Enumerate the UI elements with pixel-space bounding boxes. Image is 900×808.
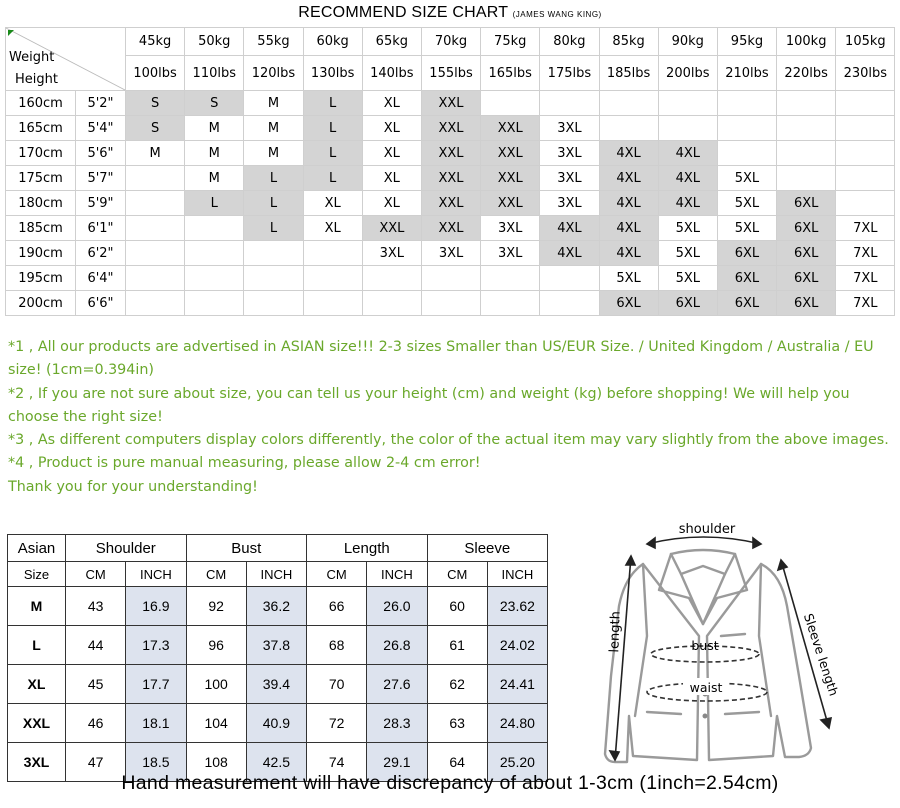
height-cm-cell: 180cm: [6, 191, 76, 216]
size-cell: 3XL: [481, 241, 540, 266]
unit-inch-header: INCH: [126, 562, 186, 587]
size-cell: [481, 291, 540, 316]
weight-kg-header: 50kg: [185, 28, 244, 56]
asian-label: Asian: [8, 535, 66, 562]
measure-inch-cell: 40.9: [246, 704, 306, 743]
size-cell: 6XL: [777, 191, 836, 216]
size-cell: XXL: [481, 191, 540, 216]
weight-kg-header: 85kg: [599, 28, 658, 56]
bust-label: bust: [691, 638, 719, 653]
size-cell: [185, 266, 244, 291]
weight-lbs-header: 120lbs: [244, 56, 303, 91]
measure-cm-cell: 72: [307, 704, 367, 743]
measure-inch-cell: 36.2: [246, 587, 306, 626]
size-row: [6, 166, 895, 191]
measure-cm-cell: 62: [427, 665, 487, 704]
measure-cm-cell: 44: [66, 626, 126, 665]
weight-lbs-header: 140lbs: [362, 56, 421, 91]
weight-lbs-row: [6, 56, 895, 91]
size-cell: 6XL: [777, 291, 836, 316]
weight-lbs-header: 100lbs: [126, 56, 185, 91]
measure-cm-cell: 63: [427, 704, 487, 743]
weight-label: Weight: [9, 50, 55, 65]
size-cell: XL: [362, 166, 421, 191]
recommend-size-chart: [5, 27, 895, 316]
size-cell: XXL: [481, 141, 540, 166]
size-cell: 4XL: [599, 191, 658, 216]
height-ft-cell: 6'6": [76, 291, 126, 316]
weight-lbs-header: 230lbs: [836, 56, 895, 91]
size-cell: [126, 216, 185, 241]
weight-kg-header: 95kg: [717, 28, 776, 56]
measure-cm-cell: 68: [307, 626, 367, 665]
size-cell: [126, 291, 185, 316]
weight-lbs-header: 210lbs: [717, 56, 776, 91]
measure-inch-cell: 17.7: [126, 665, 186, 704]
height-cm-cell: 200cm: [6, 291, 76, 316]
size-cell: 4XL: [658, 141, 717, 166]
weight-lbs-header: 220lbs: [777, 56, 836, 91]
size-cell: [777, 116, 836, 141]
weight-kg-header: 70kg: [421, 28, 480, 56]
corner-marker-icon: [8, 30, 14, 36]
size-row: [6, 91, 895, 116]
size-cell: M: [185, 141, 244, 166]
measure-inch-cell: 17.3: [126, 626, 186, 665]
size-cell: 6XL: [777, 216, 836, 241]
size-cell: [540, 91, 599, 116]
measure-inch-cell: 39.4: [246, 665, 306, 704]
size-cell: L: [185, 191, 244, 216]
weight-kg-header: 75kg: [481, 28, 540, 56]
measure-cm-cell: 100: [186, 665, 246, 704]
measure-inch-cell: 26.0: [367, 587, 427, 626]
weight-kg-header: 90kg: [658, 28, 717, 56]
measure-inch-cell: 16.9: [126, 587, 186, 626]
measure-cm-cell: 74: [307, 743, 367, 782]
measure-size-cell: XXL: [8, 704, 66, 743]
size-cell: [126, 191, 185, 216]
height-ft-cell: 5'9": [76, 191, 126, 216]
size-cell: [362, 291, 421, 316]
size-cell: 5XL: [717, 166, 776, 191]
note-3: *3 , As different computers display colors differently, the color of the actual item may vary slightly from the above images.: [8, 432, 889, 449]
height-cm-cell: 175cm: [6, 166, 76, 191]
measure-cm-cell: 70: [307, 665, 367, 704]
size-cell: XL: [303, 191, 362, 216]
measure-cm-cell: 47: [66, 743, 126, 782]
measure-inch-cell: 24.02: [487, 626, 547, 665]
size-cell: [777, 166, 836, 191]
size-cell: XL: [362, 191, 421, 216]
measure-inch-cell: 42.5: [246, 743, 306, 782]
size-cell: L: [303, 166, 362, 191]
height-ft-cell: 6'2": [76, 241, 126, 266]
size-cell: S: [126, 91, 185, 116]
measure-inch-cell: 25.20: [487, 743, 547, 782]
size-cell: 4XL: [658, 191, 717, 216]
size-cell: 6XL: [717, 291, 776, 316]
size-cell: XXL: [421, 191, 480, 216]
size-cell: 3XL: [481, 216, 540, 241]
size-cell: XL: [362, 91, 421, 116]
size-row: [6, 116, 895, 141]
size-cell: [244, 266, 303, 291]
size-cell: 4XL: [540, 216, 599, 241]
weight-kg-header: 45kg: [126, 28, 185, 56]
measure-inch-cell: 24.80: [487, 704, 547, 743]
size-cell: 3XL: [362, 241, 421, 266]
size-cell: L: [303, 91, 362, 116]
note-1: *1 , All our products are advertised in ASIAN size!!! 2-3 sizes Smaller than US/EUR Size. / United Kingdom / Australia / EU size! (1cm=0.394in): [8, 339, 874, 379]
measure-header-units: [8, 562, 548, 587]
size-cell: [540, 266, 599, 291]
measure-cm-cell: 46: [66, 704, 126, 743]
size-cell: 4XL: [599, 141, 658, 166]
weight-lbs-header: 110lbs: [185, 56, 244, 91]
height-ft-cell: 6'4": [76, 266, 126, 291]
size-cell: 3XL: [421, 241, 480, 266]
footer-note: Hand measurement will have discrepancy of about 1-3cm (1inch=2.54cm): [121, 772, 779, 794]
size-cell: XXL: [421, 166, 480, 191]
size-cell: 7XL: [836, 216, 895, 241]
size-cell: L: [303, 141, 362, 166]
height-label: Height: [15, 72, 58, 87]
height-cm-cell: 160cm: [6, 91, 76, 116]
note-2: *2 , If you are not sure about size, you can tell us your height (cm) and weight (kg) before shopping! We will help you choose the right size!: [8, 385, 850, 425]
size-cell: M: [185, 166, 244, 191]
sleeve-length-label: Sleeve length: [800, 611, 842, 698]
weight-lbs-header: 175lbs: [540, 56, 599, 91]
size-cell: 4XL: [540, 241, 599, 266]
size-cell: [540, 291, 599, 316]
size-cell: XXL: [421, 91, 480, 116]
size-cell: 4XL: [658, 166, 717, 191]
size-cell: [777, 141, 836, 166]
size-cell: 4XL: [599, 166, 658, 191]
size-cell: 4XL: [599, 216, 658, 241]
size-cell: [836, 116, 895, 141]
size-cell: [717, 91, 776, 116]
size-cell: 3XL: [540, 116, 599, 141]
note-4: *4 , Product is pure manual measuring, please allow 2-4 cm error!: [8, 455, 481, 472]
unit-inch-header: INCH: [367, 562, 427, 587]
size-row: [6, 241, 895, 266]
size-cell: XXL: [421, 216, 480, 241]
weight-kg-header: 55kg: [244, 28, 303, 56]
measure-cm-cell: 64: [427, 743, 487, 782]
measure-header-groups: [8, 535, 548, 562]
height-ft-cell: 5'4": [76, 116, 126, 141]
unit-cm-header: CM: [427, 562, 487, 587]
size-cell: 5XL: [717, 191, 776, 216]
size-cell: 5XL: [658, 266, 717, 291]
measure-inch-cell: 18.5: [126, 743, 186, 782]
measure-cm-cell: 66: [307, 587, 367, 626]
chart-title-main: RECOMMEND SIZE CHART: [298, 4, 508, 21]
measure-size-cell: L: [8, 626, 66, 665]
size-cell: S: [185, 91, 244, 116]
measure-group-header: Bust: [186, 535, 307, 562]
measure-group-header: Sleeve: [427, 535, 548, 562]
height-cm-cell: 165cm: [6, 116, 76, 141]
size-cell: L: [244, 191, 303, 216]
note-thanks: Thank you for your understanding!: [8, 478, 258, 495]
unit-inch-header: INCH: [487, 562, 547, 587]
unit-cm-header: CM: [307, 562, 367, 587]
height-ft-cell: 6'1": [76, 216, 126, 241]
size-cell: [481, 266, 540, 291]
size-cell: [717, 116, 776, 141]
size-cell: XXL: [362, 216, 421, 241]
measure-cm-cell: 108: [186, 743, 246, 782]
size-cell: L: [303, 116, 362, 141]
size-cell: [303, 266, 362, 291]
size-cell: M: [244, 91, 303, 116]
size-cell: S: [126, 116, 185, 141]
size-cell: XL: [362, 116, 421, 141]
weight-kg-row: [6, 28, 895, 56]
size-cell: 3XL: [540, 141, 599, 166]
measure-inch-cell: 24.41: [487, 665, 547, 704]
measure-inch-cell: 27.6: [367, 665, 427, 704]
measure-inch-cell: 29.1: [367, 743, 427, 782]
length-label: length: [607, 610, 624, 653]
size-cell: 6XL: [777, 241, 836, 266]
size-row: [6, 291, 895, 316]
size-cell: [836, 191, 895, 216]
measure-cm-cell: 104: [186, 704, 246, 743]
size-cell: 6XL: [658, 291, 717, 316]
notes-block: [8, 336, 894, 499]
size-cell: 6XL: [717, 241, 776, 266]
size-row: [6, 141, 895, 166]
measure-row: [8, 626, 548, 665]
measure-row: [8, 665, 548, 704]
measure-cm-cell: 61: [427, 626, 487, 665]
measure-inch-cell: 28.3: [367, 704, 427, 743]
chart-title: [0, 4, 900, 26]
waist-label: waist: [689, 680, 723, 695]
size-cell: 5XL: [599, 266, 658, 291]
measure-row: [8, 587, 548, 626]
jacket-left-body: [605, 564, 699, 762]
measure-group-header: Shoulder: [66, 535, 187, 562]
size-cell: M: [185, 116, 244, 141]
measure-group-header: Length: [307, 535, 428, 562]
weight-kg-header: 60kg: [303, 28, 362, 56]
size-cell: [126, 241, 185, 266]
measure-cm-cell: 96: [186, 626, 246, 665]
size-cell: [836, 141, 895, 166]
weight-lbs-header: 165lbs: [481, 56, 540, 91]
size-row: [6, 191, 895, 216]
size-cell: XXL: [481, 166, 540, 191]
size-cell: XL: [362, 141, 421, 166]
size-cell: 6XL: [717, 266, 776, 291]
size-cell: 7XL: [836, 266, 895, 291]
measure-size-cell: 3XL: [8, 743, 66, 782]
size-cell: XXL: [421, 116, 480, 141]
weight-kg-header: 100kg: [777, 28, 836, 56]
measure-size-cell: M: [8, 587, 66, 626]
size-cell: [303, 291, 362, 316]
size-cell: 7XL: [836, 241, 895, 266]
measurement-table: [7, 534, 548, 782]
height-cm-cell: 195cm: [6, 266, 76, 291]
size-cell: 4XL: [599, 241, 658, 266]
size-label: Size: [8, 562, 66, 587]
weight-kg-header: 65kg: [362, 28, 421, 56]
size-cell: XXL: [421, 141, 480, 166]
size-cell: M: [244, 116, 303, 141]
size-cell: [185, 291, 244, 316]
size-cell: [421, 291, 480, 316]
measure-cm-cell: 92: [186, 587, 246, 626]
size-cell: [303, 241, 362, 266]
size-cell: 3XL: [540, 191, 599, 216]
size-cell: XL: [303, 216, 362, 241]
height-ft-cell: 5'2": [76, 91, 126, 116]
measure-inch-cell: 23.62: [487, 587, 547, 626]
size-cell: [244, 291, 303, 316]
measure-row: [8, 704, 548, 743]
weight-lbs-header: 155lbs: [421, 56, 480, 91]
size-cell: 5XL: [717, 216, 776, 241]
size-cell: L: [244, 216, 303, 241]
weight-lbs-header: 130lbs: [303, 56, 362, 91]
shoulder-label: shoulder: [678, 522, 736, 537]
size-cell: 3XL: [540, 166, 599, 191]
height-ft-cell: 5'7": [76, 166, 126, 191]
size-cell: [126, 166, 185, 191]
size-cell: 6XL: [777, 266, 836, 291]
size-cell: [599, 116, 658, 141]
size-cell: [126, 266, 185, 291]
size-cell: [421, 266, 480, 291]
height-ft-cell: 5'6": [76, 141, 126, 166]
size-cell: [244, 241, 303, 266]
size-row: [6, 216, 895, 241]
unit-cm-header: CM: [66, 562, 126, 587]
measure-cm-cell: 45: [66, 665, 126, 704]
chart-title-brand: (JAMES WANG KING): [512, 10, 602, 19]
weight-lbs-header: 185lbs: [599, 56, 658, 91]
size-cell: [185, 241, 244, 266]
height-cm-cell: 190cm: [6, 241, 76, 266]
size-cell: M: [244, 141, 303, 166]
size-cell: [658, 116, 717, 141]
size-cell: XXL: [481, 116, 540, 141]
size-cell: [717, 141, 776, 166]
size-cell: M: [126, 141, 185, 166]
measure-inch-cell: 18.1: [126, 704, 186, 743]
measure-cm-cell: 60: [427, 587, 487, 626]
size-cell: [481, 91, 540, 116]
height-cm-cell: 185cm: [6, 216, 76, 241]
size-cell: 5XL: [658, 241, 717, 266]
weight-kg-header: 80kg: [540, 28, 599, 56]
size-cell: [185, 216, 244, 241]
size-cell: [658, 91, 717, 116]
size-cell: L: [244, 166, 303, 191]
size-row: [6, 266, 895, 291]
size-cell: [836, 166, 895, 191]
size-cell: 7XL: [836, 291, 895, 316]
size-cell: [777, 91, 836, 116]
height-cm-cell: 170cm: [6, 141, 76, 166]
unit-cm-header: CM: [186, 562, 246, 587]
size-cell: 5XL: [658, 216, 717, 241]
weight-kg-header: 105kg: [836, 28, 895, 56]
measure-inch-cell: 26.8: [367, 626, 427, 665]
measure-cm-cell: 43: [66, 587, 126, 626]
size-cell: 6XL: [599, 291, 658, 316]
measure-size-cell: XL: [8, 665, 66, 704]
size-cell: [836, 91, 895, 116]
measure-inch-cell: 37.8: [246, 626, 306, 665]
unit-inch-header: INCH: [246, 562, 306, 587]
weight-height-corner: [6, 28, 126, 91]
jacket-measure-diagram: [585, 516, 842, 772]
weight-lbs-header: 200lbs: [658, 56, 717, 91]
size-cell: [362, 266, 421, 291]
size-cell: [599, 91, 658, 116]
